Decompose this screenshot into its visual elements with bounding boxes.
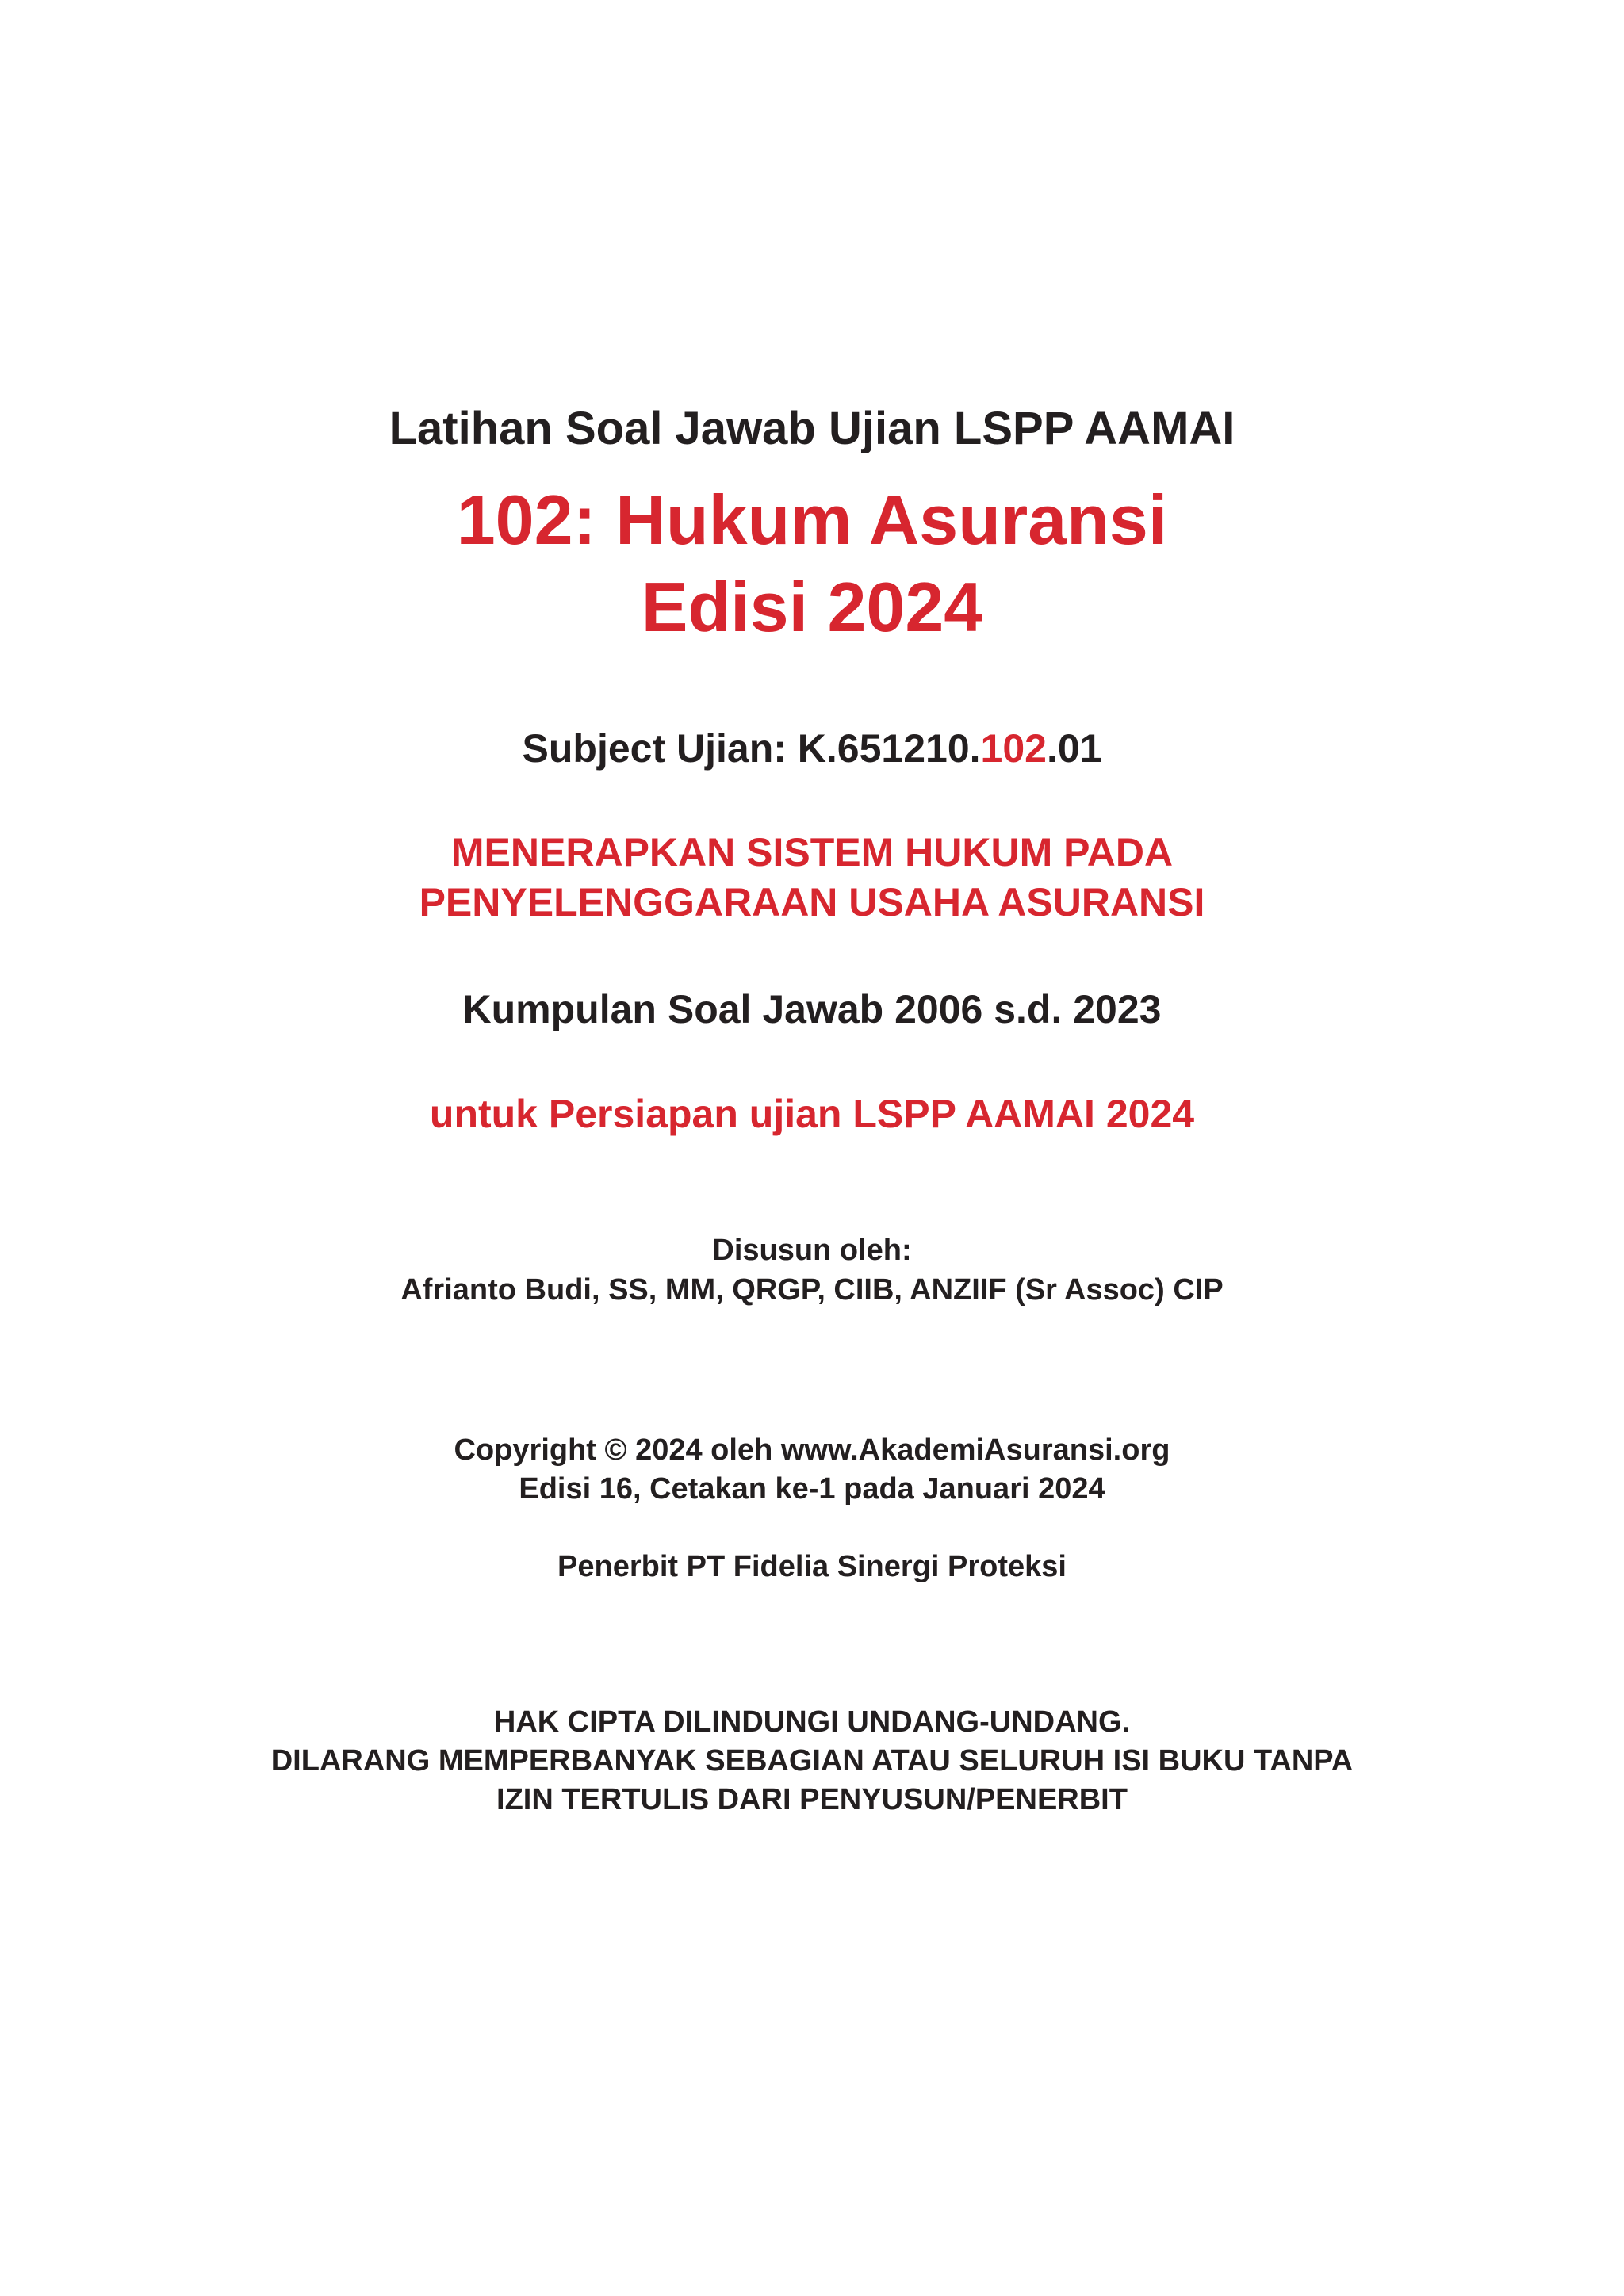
competency-title-line-1: MENERAPKAN SISTEM HUKUM PADA xyxy=(450,830,1174,874)
purpose-subtitle: untuk Persiapan ujian LSPP AAMAI 2024 xyxy=(429,1092,1195,1136)
compiled-by-label: Disusun oleh: xyxy=(712,1234,912,1267)
subject-code-label: Subject Ujian: K.651210. xyxy=(522,726,981,771)
subject-code-highlight: 102 xyxy=(980,726,1047,771)
publisher-line: Penerbit PT Fidelia Sinergi Proteksi xyxy=(557,1550,1067,1583)
competency-title-line-2: PENYELENGGARAAN USAHA ASURANSI xyxy=(419,880,1205,924)
copyright-notice-line-2: DILARANG MEMPERBANYAK SEBAGIAN ATAU SELURUH ISI BUKU TANPA xyxy=(270,1744,1354,1777)
author-name: Afrianto Budi, SS, MM, QRGP, CIIB, ANZIIF (Sr Assoc) CIP xyxy=(400,1273,1224,1307)
book-title-line-2: Edisi 2024 xyxy=(641,568,983,646)
series-title: Latihan Soal Jawab Ujian LSPP AAMAI xyxy=(389,403,1235,454)
copyright-notice-line-1: HAK CIPTA DILINDUNGI UNDANG-UNDANG. xyxy=(493,1705,1131,1739)
edition-line: Edisi 16, Cetakan ke-1 pada Januari 2024 xyxy=(519,1472,1105,1506)
subject-code-suffix: .01 xyxy=(1046,726,1102,771)
collection-subtitle: Kumpulan Soal Jawab 2006 s.d. 2023 xyxy=(462,987,1162,1031)
copyright-notice-line-3: IZIN TERTULIS DARI PENYUSUN/PENERBIT xyxy=(496,1783,1128,1816)
subject-code xyxy=(0,726,1624,772)
book-title-line-1: 102: Hukum Asuransi xyxy=(456,480,1168,559)
copyright-line: Copyright © 2024 oleh www.AkademiAsuransi.org xyxy=(454,1433,1170,1467)
